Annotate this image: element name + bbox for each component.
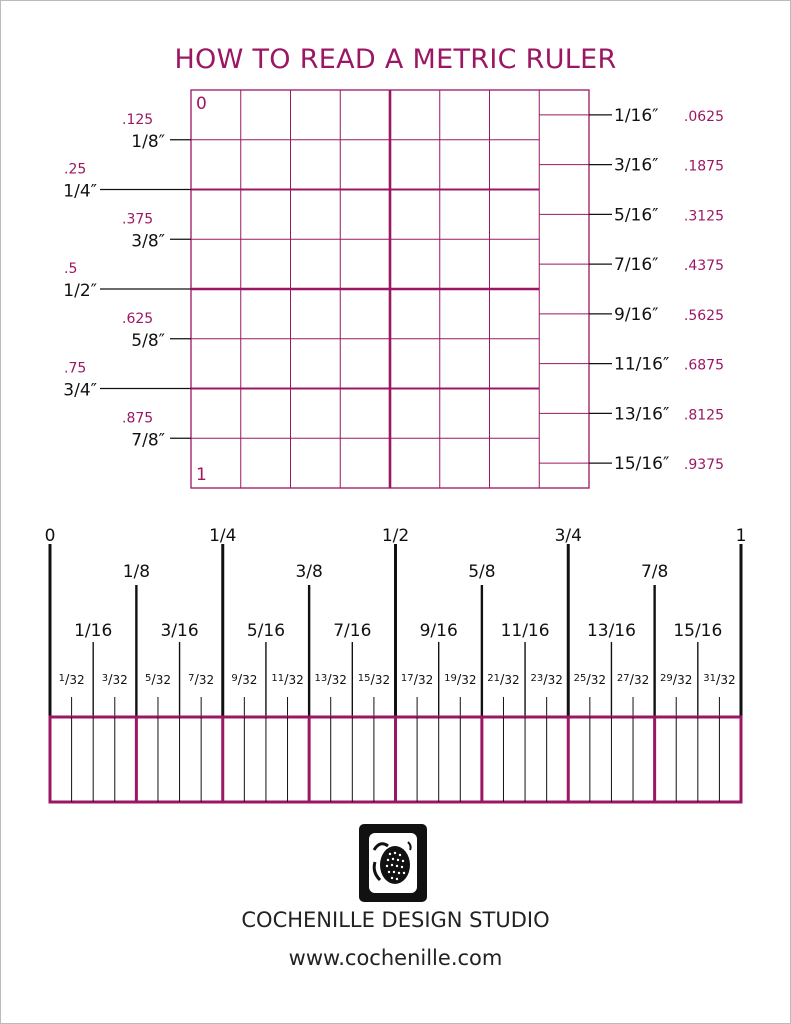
ruler-sixteenth-label: 7/16 [333, 621, 372, 641]
ruler-thirtysecond-numerator: 13 [314, 673, 328, 684]
ruler-thirtysecond-denominator: 32 [198, 673, 215, 687]
ruler-sixteenth-label: 11/16 [500, 621, 550, 641]
grid-left-fraction: 1/2″ [63, 281, 97, 301]
grid-right-decimal: .9375 [683, 457, 724, 474]
grid-top-label: 0 [196, 94, 207, 114]
ruler-thirtysecond-slash: / [629, 673, 634, 688]
grid-left-fraction: 3/8″ [131, 231, 165, 252]
ruler-thirtysecond-slash: / [194, 673, 199, 688]
grid-left-decimal: .5 [64, 261, 78, 277]
ruler-thirtysecond-label [271, 673, 303, 688]
grid-left-decimal: .375 [122, 211, 154, 228]
inch-grid [191, 90, 589, 488]
ruler-thirtysecond-label [660, 673, 692, 688]
grid-left-fraction: 5/8″ [131, 330, 165, 351]
ruler-sixteenth-label: 9/16 [419, 621, 458, 641]
grid-left-decimal: .875 [122, 410, 154, 427]
ruler-thirtysecond-denominator: 32 [461, 673, 477, 687]
ruler-sixteenth-label: 3/16 [160, 621, 199, 641]
grid-left-labels [63, 112, 191, 451]
grid-left-decimal: .25 [64, 161, 87, 178]
ruler-eighth-label: 5/8 [468, 562, 496, 582]
ruler-thirtysecond-denominator: 32 [331, 673, 347, 687]
ruler-thirtysecond-slash: / [500, 673, 505, 688]
ruler-thirtysecond-numerator: 21 [487, 673, 500, 684]
grid-right-decimal: .6875 [683, 357, 724, 374]
ruler-thirtysecond-label [444, 673, 476, 688]
ruler-thirtysecond-label [703, 673, 735, 688]
grid-right-decimal: .0625 [683, 108, 724, 125]
ruler-thirtysecond-label [530, 673, 562, 688]
ruler-thirtysecond-label [617, 673, 649, 688]
ruler-thirtysecond-numerator: 3 [101, 673, 109, 684]
grid-right-decimal: .4375 [683, 258, 724, 275]
ruler-thirtysecond-label [145, 673, 171, 688]
grid-left-fraction: 1/8″ [131, 131, 165, 152]
ruler-thirtysecond-denominator: 32 [677, 673, 693, 687]
ruler-thirtysecond-denominator: 32 [242, 673, 258, 687]
ruler-thirtysecond-slash: / [151, 673, 156, 688]
ruler-thirtysecond-numerator: 17 [400, 673, 414, 684]
ruler-thirtysecond-numerator: 29 [660, 673, 673, 684]
grid-right-fraction: 15/16″ [614, 454, 670, 475]
ruler-thirtysecond-slash: / [543, 673, 548, 688]
ruler-eighth-label: 7/8 [640, 562, 669, 582]
grid-right-fraction: 5/16″ [614, 205, 659, 226]
grid-right-fraction: 3/16″ [614, 155, 659, 176]
grid-right-fraction: 1/16″ [614, 105, 659, 126]
ruler-thirtysecond-label [401, 673, 433, 688]
ruler-thirtysecond-slash: / [413, 673, 419, 688]
ruler-thirtysecond-slash: / [715, 673, 721, 688]
grid-right-decimal: .1875 [683, 158, 724, 175]
ruler-thirtysecond-denominator: 32 [155, 673, 171, 687]
ruler-thirtysecond-numerator: 7 [188, 673, 195, 684]
ruler-thirtysecond-label [231, 673, 257, 688]
ruler-thirtysecond-denominator: 32 [504, 673, 520, 687]
ruler-thirtysecond-denominator: 32 [633, 673, 650, 687]
ruler-sixteenth-label: 5/16 [246, 621, 286, 641]
ruler-thirtysecond-denominator: 32 [720, 673, 736, 687]
ruler-thirtysecond-label [102, 673, 128, 688]
grid-right-fraction: 13/16″ [614, 404, 670, 425]
ruler-thirtysecond-denominator: 32 [418, 673, 434, 687]
studio-logo [359, 824, 427, 902]
ruler-thirtysecond-numerator: 11 [271, 673, 285, 684]
beetle-icon [368, 832, 418, 894]
grid-right-decimal: .5625 [683, 307, 724, 324]
ruler-thirtysecond-denominator: 32 [288, 673, 304, 687]
grid-right-fraction: 11/16″ [614, 354, 670, 375]
grid-left-decimal: .75 [64, 360, 87, 377]
ruler-major-label: 1/2 [381, 526, 410, 546]
studio-url[interactable]: www.cochenille.com [288, 946, 503, 970]
ruler-thirtysecond-slash: / [672, 673, 678, 688]
ruler-thirtysecond-label [59, 673, 85, 688]
grid-right-fraction: 7/16″ [614, 255, 659, 276]
ruler-thirtysecond-numerator: 31 [703, 673, 716, 684]
ruler-thirtysecond-numerator: 15 [357, 673, 371, 684]
grid-right-fraction: 9/16″ [614, 304, 659, 325]
ruler-thirtysecond-numerator: 25 [573, 673, 587, 684]
ruler-thirtysecond-slash: / [327, 673, 332, 688]
ruler-thirtysecond-slash: / [586, 673, 591, 688]
ruler-thirtysecond-label [487, 673, 519, 688]
ruler-thirtysecond-label [574, 673, 606, 688]
ruler-thirtysecond-denominator: 32 [112, 673, 128, 687]
ruler [45, 526, 747, 802]
ruler-major-label: 1 [735, 526, 747, 546]
ruler-thirtysecond-slash: / [64, 673, 70, 688]
ruler-thirtysecond-numerator: 19 [444, 673, 457, 684]
grid-left-fraction: 3/4″ [63, 380, 97, 401]
ruler-major-label: 0 [44, 526, 56, 546]
ruler-eighth-label: 1/8 [122, 562, 151, 582]
ruler-thirtysecond-denominator: 32 [547, 673, 563, 687]
ruler-thirtysecond-label [315, 673, 347, 688]
studio-name: COCHENILLE DESIGN STUDIO [241, 908, 550, 932]
grid-left-fraction: 7/8″ [131, 430, 165, 451]
ruler-thirtysecond-numerator: 23 [530, 673, 544, 684]
ruler-thirtysecond-denominator: 32 [374, 673, 391, 687]
grid-right-decimal: .3125 [683, 208, 724, 225]
ruler-sixteenth-label: 15/16 [673, 621, 723, 641]
ruler-thirtysecond-denominator: 32 [590, 673, 607, 687]
grid-left-decimal: .625 [122, 310, 154, 327]
grid-right-decimal: .8125 [683, 407, 724, 424]
ruler-thirtysecond-numerator: 5 [144, 673, 152, 684]
ruler-thirtysecond-slash: / [237, 673, 243, 688]
grid-bottom-label: 1 [196, 465, 207, 485]
ruler-eighth-label: 3/8 [295, 562, 323, 582]
ruler-thirtysecond-numerator: 1 [58, 673, 65, 684]
ruler-major-label: 1/4 [209, 526, 237, 546]
ruler-thirtysecond-label [358, 673, 390, 688]
ruler-thirtysecond-denominator: 32 [69, 673, 85, 687]
grid-left-decimal: .125 [122, 111, 154, 128]
ruler-thirtysecond-slash: / [284, 673, 289, 688]
grid-right-labels [589, 106, 724, 474]
ruler-thirtysecond-numerator: 9 [231, 673, 238, 684]
page-title: HOW TO READ A METRIC RULER [174, 44, 617, 75]
ruler-thirtysecond-slash: / [456, 673, 462, 688]
ruler-sixteenth-label: 13/16 [586, 621, 636, 641]
ruler-thirtysecond-slash: / [370, 673, 375, 688]
grid-left-fraction: 1/4″ [63, 181, 97, 202]
ruler-thirtysecond-numerator: 27 [616, 673, 630, 684]
ruler-thirtysecond-label [188, 673, 214, 688]
ruler-major-label: 3/4 [554, 526, 582, 546]
ruler-thirtysecond-slash: / [108, 673, 113, 688]
ruler-sixteenth-label: 1/16 [74, 621, 113, 641]
